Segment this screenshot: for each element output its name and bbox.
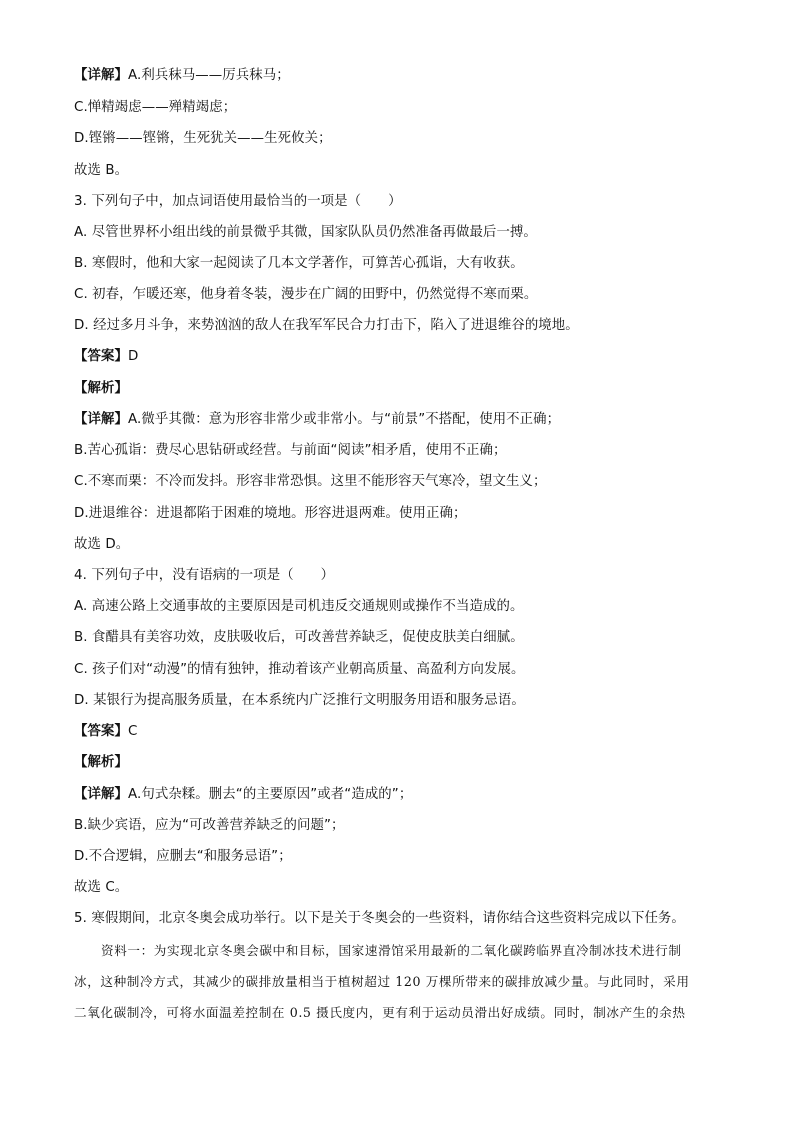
section-label: 【解析】 — [74, 755, 128, 770]
text-line: 【详解】A.句式杂糅。删去“的主要原因”或者“造成的”； — [74, 787, 413, 802]
text-line: D.铿锵——铿锵，生死犹关——生死攸关； — [74, 131, 332, 146]
option-b: B. 寒假时，他和大家一起阅读了几本文学著作，可算苦心孤诣，大有收获。 — [74, 256, 524, 271]
question-5-stem: 5. 寒假期间，北京冬奥会成功举行。以下是关于冬奥会的一些资料，请你结合这些资料完成以下任务。 — [74, 911, 685, 926]
option-a: A. 尽管世界杯小组出线的前景微乎其微，国家队队员仍然准备再做最后一搏。 — [74, 225, 537, 240]
text-line: 故选 D。 — [74, 537, 130, 552]
analysis-label — [74, 754, 128, 772]
option-b: B. 食醋具有美容功效，皮肤吸收后，可改善营养缺乏，促使皮肤美白细腻。 — [74, 630, 524, 645]
text-line: C.不寒而栗：不冷而发抖。形容非常恐惧。这里不能形容天气寒冷，望文生义； — [74, 474, 547, 489]
question-3-stem: 3. 下列句子中，加点词语使用最恰当的一项是（ ） — [74, 194, 402, 209]
material-paragraph-line: 二氧化碳制冷，可将水面温差控制在 0.5 摄氏度内，更有利于运动员滑出好成绩。同时，制冰产生的余热 — [74, 1005, 686, 1020]
option-d: D. 经过多月斗争，来势汹汹的敌人在我军军民合力打击下，陷入了进退维谷的境地。 — [74, 318, 579, 333]
material-paragraph-line: 冰，这种制冷方式，其减少的碳排放量相当于植树超过 120 万棵所带来的碳排放减少量。与此同时，采用 — [74, 974, 690, 989]
text-line: B.缺少宾语，应为“可改善营养缺乏的问题”； — [74, 818, 345, 833]
section-label: 【解析】 — [74, 381, 128, 396]
text-line: 【详解】A.微乎其微：意为形容非常少或非常小。与“前景”不搭配，使用不正确； — [74, 412, 561, 427]
text-line: 故选 C。 — [74, 880, 129, 895]
option-d: D. 某银行为提高服务质量，在本系统内广泛推行文明服务用语和服务忌语。 — [74, 693, 525, 708]
option-c: C. 初春，乍暖还寒，他身着冬装，漫步在广阔的田野中，仍然觉得不寒而栗。 — [74, 287, 538, 302]
section-label: 【答案】 — [74, 724, 128, 739]
answer-label: 【答案】C — [74, 724, 138, 739]
text-line: D.不合逻辑，应删去“和服务忌语”； — [74, 849, 292, 864]
analysis-label — [74, 380, 128, 398]
option-a: A. 高速公路上交通事故的主要原因是司机违反交通规则或操作不当造成的。 — [74, 599, 524, 614]
text-line: B.苦心孤诣：费尽心思钻研或经营。与前面“阅读”相矛盾，使用不正确； — [74, 443, 507, 458]
text-line: 故选 B。 — [74, 163, 129, 178]
section-label: 【详解】 — [74, 412, 128, 427]
material-paragraph-line: 资料一：为实现北京冬奥会碳中和目标，国家速滑馆采用最新的二氧化碳跨临界直冷制冰技术进行制 — [101, 943, 682, 958]
text-line: C.惮精竭虑——殚精竭虑； — [74, 100, 237, 115]
text-line: D.进退维谷：进退都陷于困难的境地。形容进退两难。使用正确； — [74, 506, 467, 521]
answer-label: 【答案】D — [74, 349, 139, 364]
section-label: 【答案】 — [74, 349, 128, 364]
text-line: 【详解】A.利兵秣马——厉兵秣马； — [74, 68, 290, 83]
question-4-stem: 4. 下列句子中，没有语病的一项是（ ） — [74, 568, 335, 583]
section-label: 【详解】 — [74, 787, 128, 802]
option-c: C. 孩子们对“动漫”的情有独钟，推动着该产业朝高质量、高盈利方向发展。 — [74, 662, 525, 677]
section-label: 【详解】 — [74, 68, 128, 83]
